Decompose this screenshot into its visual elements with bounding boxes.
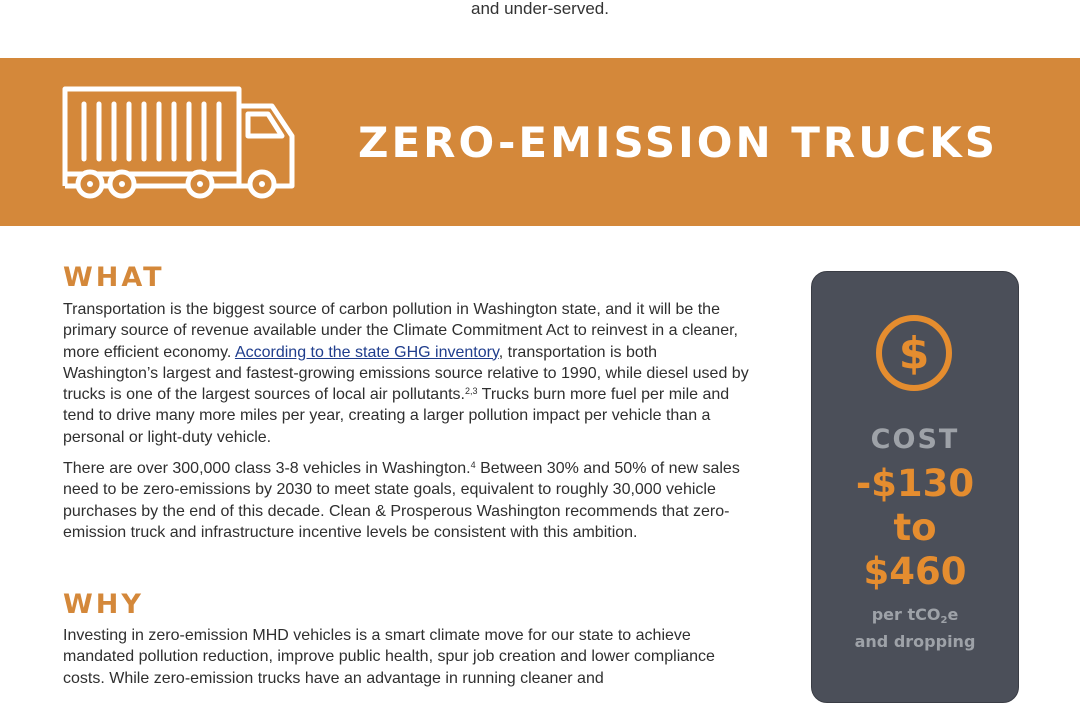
why-heading: WHY <box>63 589 144 620</box>
previous-section-text-fragment: and under-served. <box>471 0 609 18</box>
what-p1-text: Transportation is the biggest source of carbon pollution in Washington state, and it will be the primary source of revenue available under the Climate Commitment Act to reinvest in a cleaner, more efficient economy. <box>63 301 738 361</box>
cost-unit-suffix: e <box>947 605 959 624</box>
cost-unit-text: per tCO <box>871 605 941 624</box>
cost-label: COST <box>870 424 960 455</box>
why-paragraph-1: Investing in zero-emission MHD vehicles is a smart climate move for our state to achieve mandated pollution reduction, improve public health, spur job creation and lower compliance costs. While zero-emission trucks have an advantage in running cleaner and <box>63 627 715 687</box>
what-heading: WHAT <box>63 262 165 293</box>
footnote-ref: 2,3 <box>464 386 478 397</box>
what-paragraph-2 <box>63 458 753 543</box>
what-p2-text: There are over 300,000 class 3-8 vehicles in Washington. <box>63 460 471 477</box>
svg-text:$: $ <box>898 328 930 379</box>
cost-value-to: to <box>893 506 937 549</box>
what-p1-text-end: Trucks burn more fuel per mile and tend to drive many more miles per year, creating a larger pollution impact per vehicle than a personal or light-duty vehicle. <box>63 386 730 446</box>
cost-card <box>811 271 1019 703</box>
cost-trend: and dropping <box>854 632 976 651</box>
footnote-ref: 4 <box>470 460 476 470</box>
cost-value-high: $460 <box>863 550 967 593</box>
ghg-inventory-link[interactable]: According to the state GHG inventory <box>234 343 499 361</box>
cost-unit <box>812 605 1018 624</box>
cost-unit-subscript: 2 <box>940 615 948 626</box>
banner-title: ZERO-EMISSION TRUCKS <box>358 118 998 167</box>
what-p1-text-mid: , transportation is both Washington’s largest and fastest-growing emissions source relative to 1990, while diesel used by trucks is one of the largest sources of local air pollutants. <box>63 343 749 404</box>
what-p2-text-end: Between 30% and 50% of new sales need to be zero-emissions by 2030 to meet state goals, equivalent to roughly 30,000 vehicle purchases by the end of this decade. Clean & Prosperous Washington recommends that zero-emission truck and infrastructure incentive levels be consistent with this ambition. <box>63 460 740 541</box>
cost-value-low: -$130 <box>855 462 975 505</box>
zero-emission-trucks-banner <box>0 58 1080 226</box>
dollar-circle-icon <box>873 312 955 394</box>
truck-icon <box>62 86 296 202</box>
what-paragraph-1 <box>63 299 753 448</box>
